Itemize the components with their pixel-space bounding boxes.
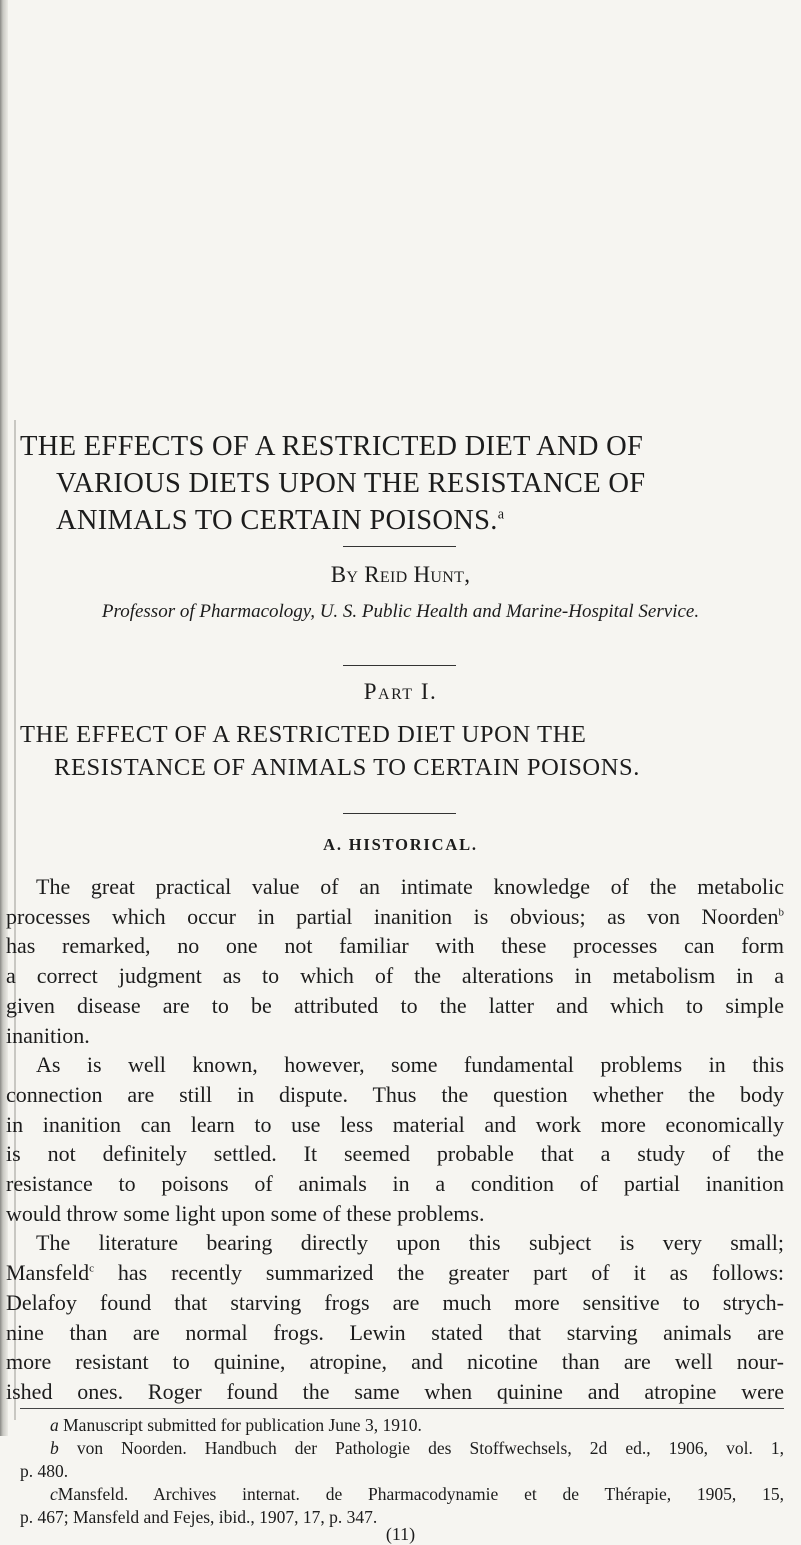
byline-divider	[343, 665, 456, 666]
part-title-line-2: RESISTANCE OF ANIMALS TO CERTAIN POISONS.	[54, 754, 640, 781]
body-line: nine than are normal frogs. Lewin stated that starving animals are	[6, 1319, 784, 1345]
footnotes	[20, 1414, 784, 1529]
body-line: given disease are to be attributed to the latter and which to simple	[6, 992, 784, 1018]
footnote-c: cMansfeld. Archives internat. de Pharmacodynamie et de Thérapie, 1905, 15,	[50, 1484, 784, 1504]
body-line: is not definitely settled. It seemed probable that a study of the	[6, 1141, 784, 1167]
body-line: inanition.	[6, 1022, 90, 1048]
footnote-marker-b[interactable]: b	[778, 906, 784, 919]
author-affiliation: Professor of Pharmacology, U. S. Public Health and Marine-Hospital Service.	[101, 601, 700, 622]
title-divider	[343, 546, 456, 547]
page-number: (11)	[385, 1524, 416, 1544]
title-line-2: VARIOUS DIETS UPON THE RESISTANCE OF	[56, 468, 646, 499]
body-line: As is well known, however, some fundamental problems in this	[36, 1052, 784, 1078]
part-title	[20, 718, 790, 784]
title-line-3: ANIMALS TO CERTAIN POISONS.$^a$	[56, 505, 505, 536]
article-title	[20, 428, 790, 539]
part-title-line-1: THE EFFECT OF A RESTRICTED DIET UPON THE	[20, 721, 587, 748]
title-footnote-marker[interactable]: a	[497, 506, 505, 523]
footnote-b-cont: p. 480.	[20, 1461, 69, 1481]
body-line: would throw some light upon some of these problems.	[6, 1200, 485, 1226]
body-line: Delafoy found that starving frogs are much more sensitive to strych-	[6, 1289, 784, 1315]
footnote-divider	[20, 1408, 784, 1409]
part-label: Part I.	[363, 679, 438, 704]
footnote-marker-c[interactable]: c	[89, 1262, 94, 1275]
body-line: ished ones. Roger found the same when quinine and atropine were	[6, 1378, 784, 1404]
part-divider	[343, 813, 456, 814]
body-line: Mansfeld$^c$ has recently summarized the greater part of it as follows:	[6, 1260, 784, 1286]
section-heading: A. HISTORICAL.	[323, 835, 478, 854]
body-text	[6, 872, 784, 1407]
body-line: The literature bearing directly upon this subject is very small;	[36, 1230, 784, 1256]
footnote-a: a Manuscript submitted for publication June 3, 1910.	[50, 1415, 422, 1435]
body-line: The great practical value of an intimate knowledge of the metabolic	[36, 874, 784, 899]
body-line: connection are still in dispute. Thus the question whether the body	[6, 1081, 784, 1107]
author-byline: By Reid Hunt,	[330, 562, 471, 587]
title-line-1: THE EFFECTS OF A RESTRICTED DIET AND OF	[20, 431, 644, 462]
body-line: a correct judgment as to which of the alterations in metabolism in a	[6, 963, 784, 989]
body-line: more resistant to quinine, atropine, and nicotine than are well nour-	[6, 1349, 784, 1375]
body-line: in inanition can learn to use less material and work more economically	[6, 1111, 784, 1137]
footnote-c-cont: p. 467; Mansfeld and Fejes, ibid., 1907, 17, p. 347.	[20, 1507, 378, 1527]
body-line: resistance to poisons of animals in a condition of partial inanition	[6, 1171, 784, 1197]
body-line: processes which occur in partial inanition is obvious; as von Noorden$^b$	[6, 903, 784, 929]
body-line: has remarked, no one not familiar with these processes can form	[6, 933, 784, 959]
footnote-b: b von Noorden. Handbuch der Pathologie des Stoffwechsels, 2d ed., 1906, vol. 1,	[50, 1438, 784, 1458]
